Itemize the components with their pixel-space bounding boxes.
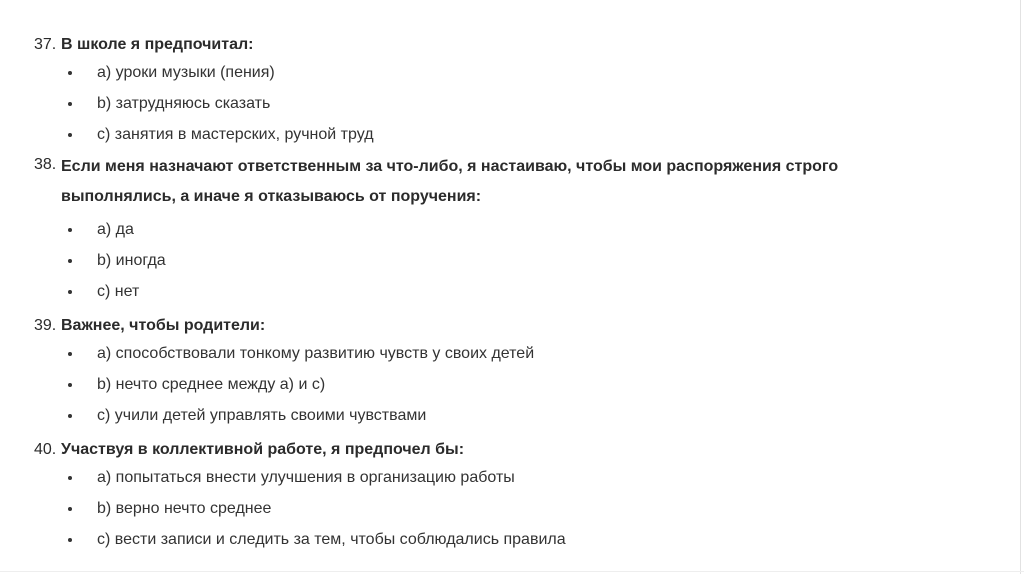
answer-text: c) занятия в мастерских, ручной труд (97, 125, 374, 143)
bullet-icon (68, 507, 72, 511)
bullet-icon (68, 259, 72, 263)
bullet-icon (68, 538, 72, 542)
question-38 (34, 152, 934, 212)
answer-option (34, 338, 934, 369)
bullet-icon (68, 414, 72, 418)
answer-option (34, 493, 934, 524)
question-number: 39. (34, 317, 57, 334)
answer-text: c) нет (97, 282, 140, 300)
answer-option (34, 57, 934, 88)
answer-option (34, 119, 934, 150)
answer-text: a) да (97, 220, 134, 238)
answer-text: a) попытаться внести улучшения в организацию работы (97, 468, 515, 486)
question-40 (34, 437, 934, 462)
bullet-icon (68, 383, 72, 387)
question-number: 40. (34, 441, 57, 458)
question-39 (34, 313, 934, 338)
answer-option (34, 369, 934, 400)
bullet-icon (68, 476, 72, 480)
answer-option (34, 524, 934, 555)
answer-option (34, 400, 934, 431)
slide-right-edge (1020, 0, 1021, 574)
answer-text: c) учили детей управлять своими чувствами (97, 406, 427, 424)
answer-text: a) способствовали тонкому развитию чувств у своих детей (97, 344, 535, 362)
question-text: В школе я предпочитал: (61, 36, 254, 53)
question-number: 38. (34, 156, 57, 173)
answer-option (34, 276, 934, 307)
question-text: Важнее, чтобы родители: (61, 317, 266, 334)
answer-list-37 (34, 57, 934, 150)
question-number: 37. (34, 36, 57, 53)
answer-list-40 (34, 462, 934, 555)
bullet-icon (68, 102, 72, 106)
answer-text: b) затрудняюсь сказать (97, 94, 271, 112)
answer-text: a) уроки музыки (пения) (97, 63, 275, 81)
question-text: Участвуя в коллективной работе, я предпочел бы: (61, 441, 465, 458)
questionnaire (34, 32, 934, 555)
answer-text: c) вести записи и следить за тем, чтобы соблюдались правила (97, 530, 566, 548)
answer-option (34, 462, 934, 493)
question-text: Если меня назначают ответственным за что-либо, я настаиваю, чтобы мои распоряжения строго выполнялись, а иначе я отказываюсь от поручения: (61, 158, 839, 205)
bullet-icon (68, 71, 72, 75)
answer-list-39 (34, 338, 934, 431)
bullet-icon (68, 352, 72, 356)
answer-option (34, 245, 934, 276)
bullet-icon (68, 290, 72, 294)
answer-text: b) нечто среднее между а) и с) (97, 375, 326, 393)
bullet-icon (68, 228, 72, 232)
answer-option (34, 214, 934, 245)
question-37 (34, 32, 934, 57)
slide-bottom-edge (0, 571, 1024, 572)
answer-list-38 (34, 214, 934, 307)
answer-option (34, 88, 934, 119)
bullet-icon (68, 133, 72, 137)
answer-text: b) верно нечто среднее (97, 499, 272, 517)
answer-text: b) иногда (97, 251, 166, 269)
